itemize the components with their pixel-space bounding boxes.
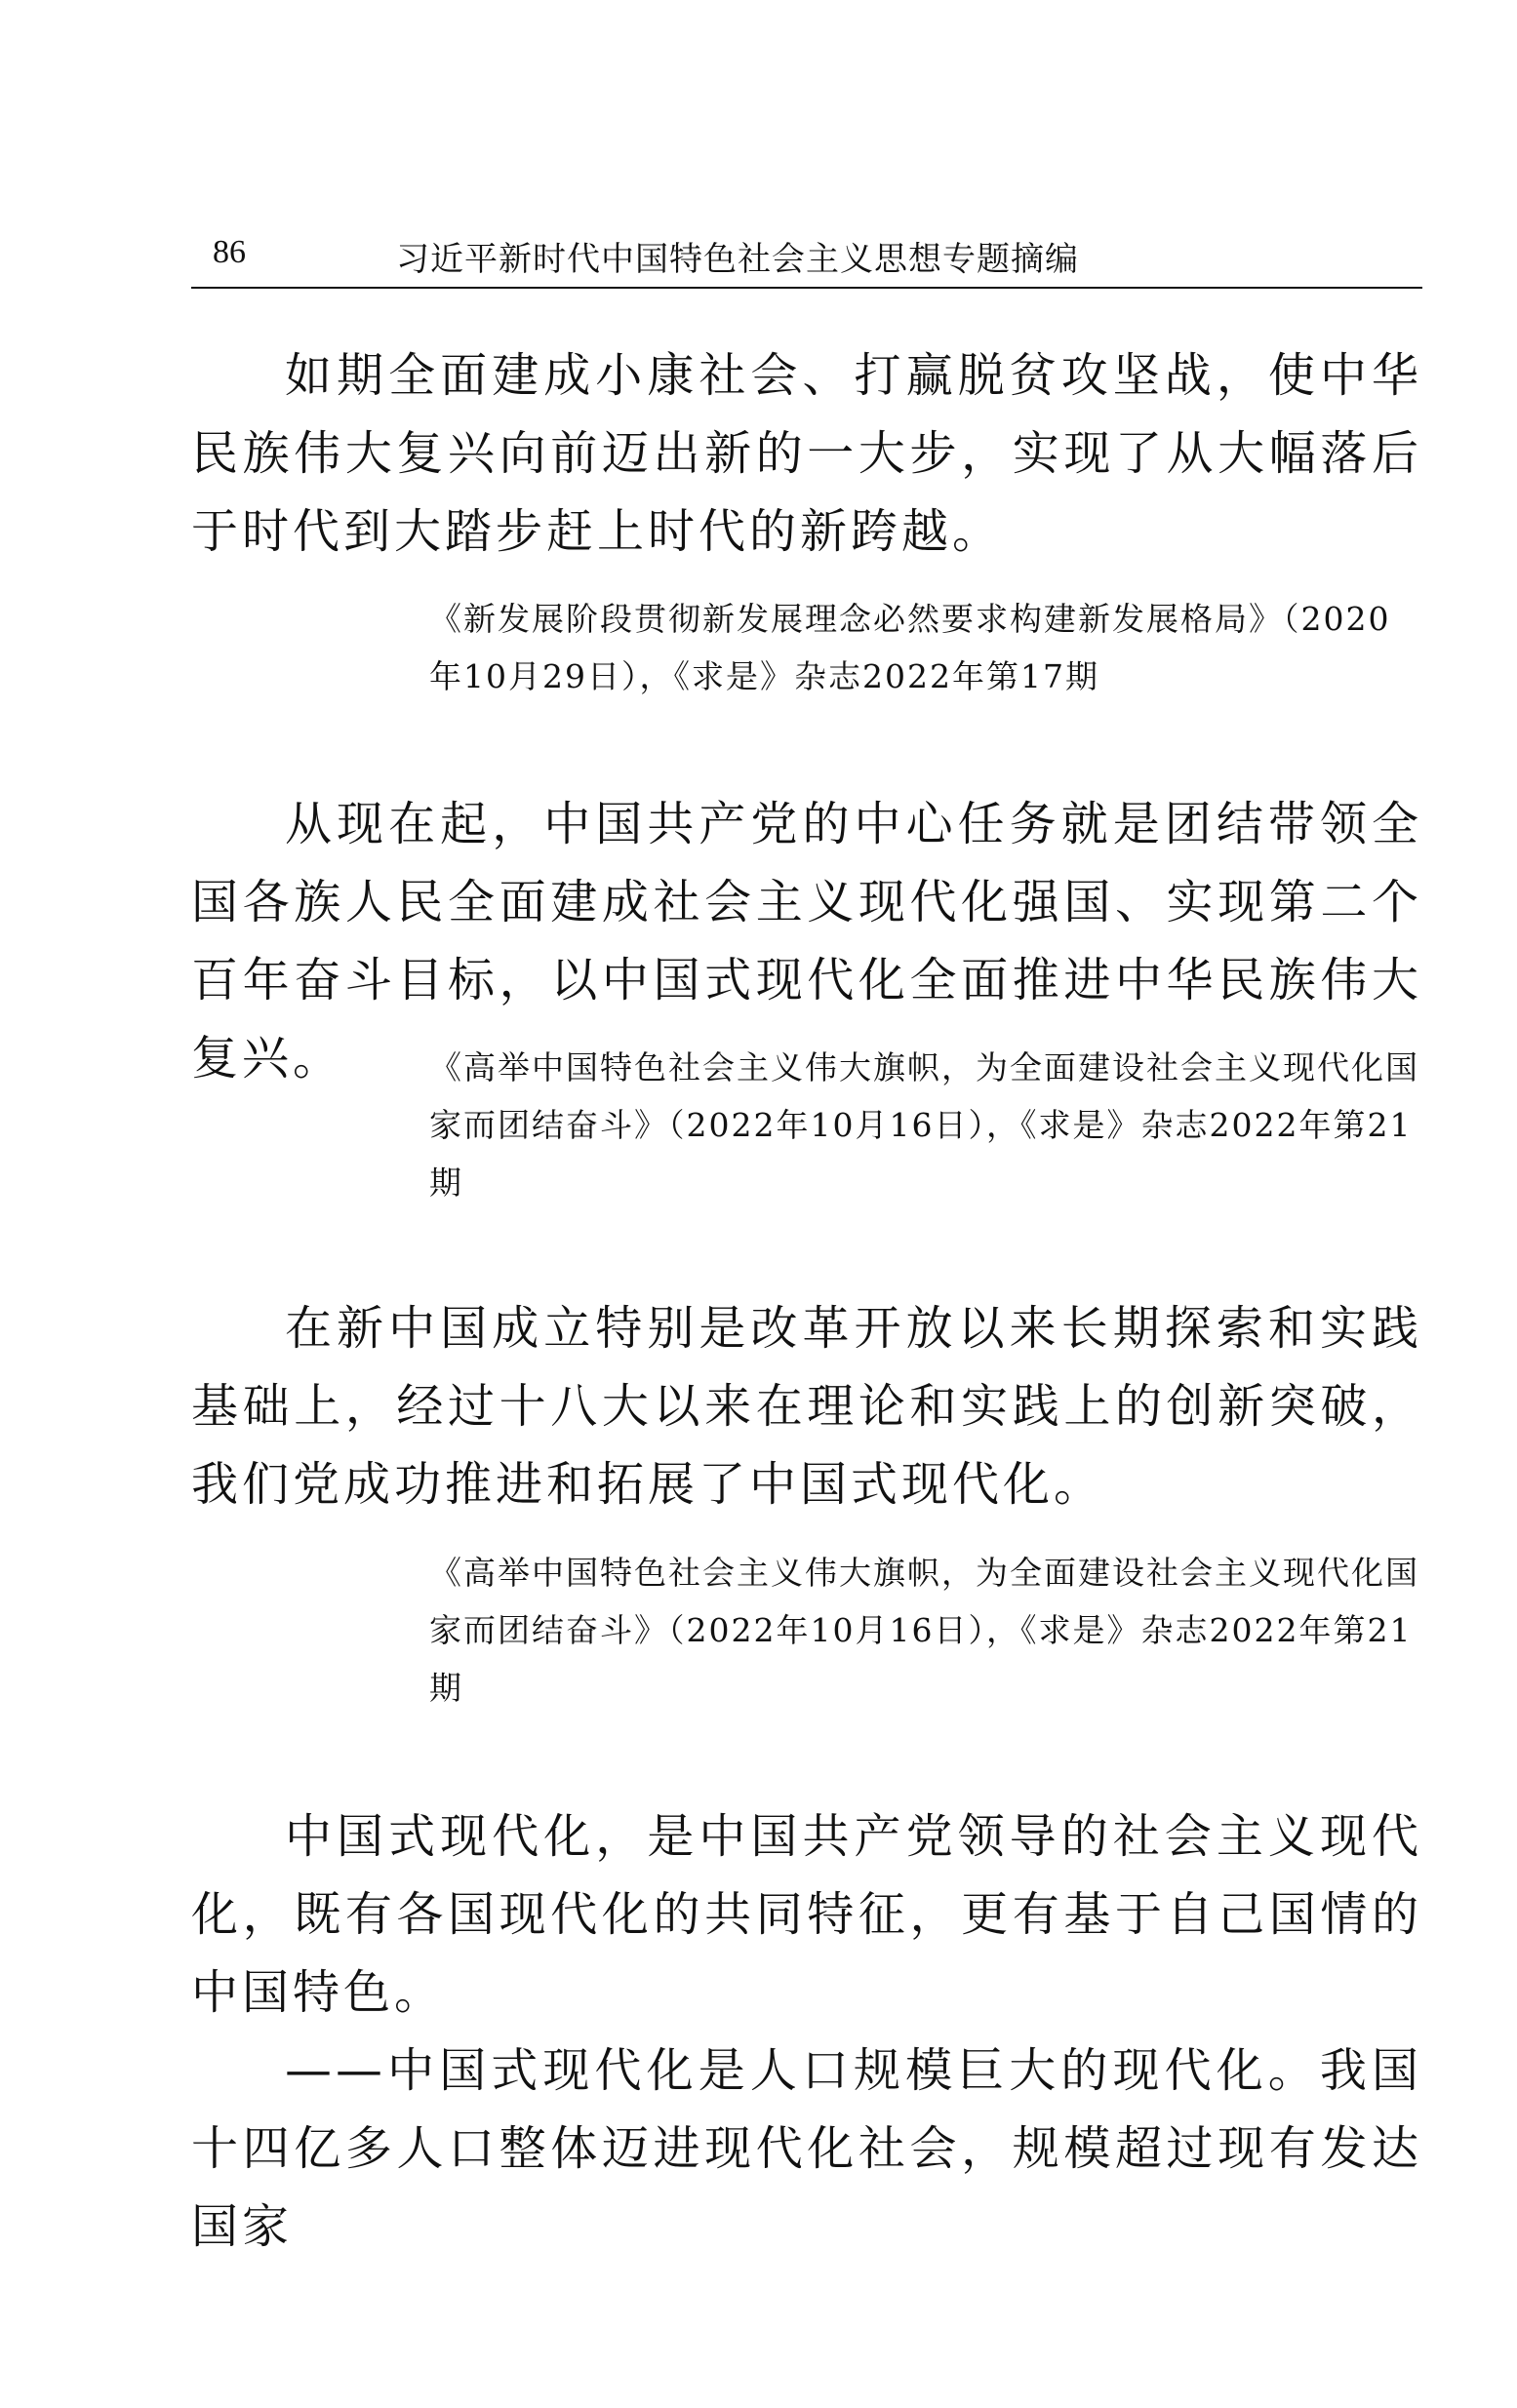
quote-paragraph-1: 如期全面建成小康社会、打赢脱贫攻坚战，使中华民族伟大复兴向前迈出新的一大步，实现了从大幅落后于时代到大踏步赶上时代的新跨越。	[191, 348, 1422, 559]
book-title: 习近平新时代中国特色社会主义思想专题摘编	[396, 240, 1079, 279]
citation-3: 《高举中国特色社会主义伟大旗帜，为全面建设社会主义现代化国家而团结奋斗》（2022年10月16日），《求是》杂志2022年第21期	[429, 1554, 1419, 1707]
quote-paragraph-4-continuation: ——中国式现代化是人口规模巨大的现代化。我国十四亿多人口整体迈进现代化社会，规模超过现有发达国家	[191, 2043, 1422, 2254]
citation-1: 《新发展阶段贯彻新发展理念必然要求构建新发展格局》（2020年10月29日），《求是》杂志2022年第17期	[429, 600, 1391, 695]
quote-paragraph-2: 从现在起，中国共产党的中心任务就是团结带领全国各族人民全面建成社会主义现代化强国、实现第二个百年奋斗目标，以中国式现代化全面推进中华民族伟大复兴。	[191, 797, 1422, 1086]
page-number: 86	[213, 234, 246, 270]
quote-paragraph-4: 中国式现代化，是中国共产党领导的社会主义现代化，既有各国现代化的共同特征，更有基于自己国情的中国特色。	[191, 1809, 1422, 2020]
quote-paragraph-3: 在新中国成立特别是改革开放以来长期探索和实践基础上，经过十八大以来在理论和实践上的创新突破，我们党成功推进和拓展了中国式现代化。	[191, 1301, 1422, 1512]
citation-2: 《高举中国特色社会主义伟大旗帜，为全面建设社会主义现代化国家而团结奋斗》（2022年10月16日），《求是》杂志2022年第21期	[429, 1048, 1419, 1202]
running-header	[191, 226, 1422, 289]
